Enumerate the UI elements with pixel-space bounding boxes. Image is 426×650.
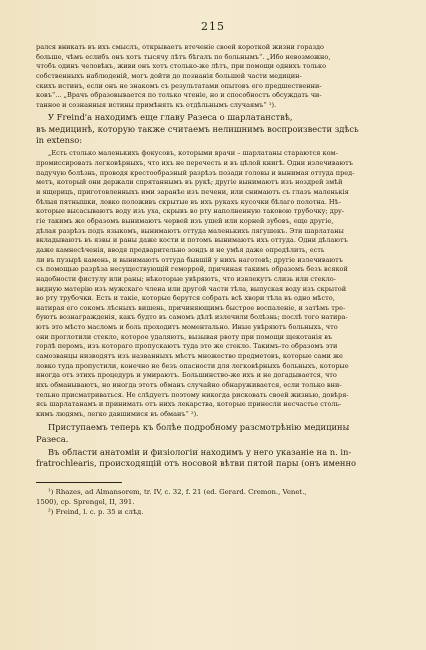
quote-line: иногда отъ этихъ процедуръ и умираютъ. Большинство-же ихъ и не догадывается, что: [36, 371, 337, 380]
paragraph-4: [36, 447, 392, 471]
quotation: [36, 149, 392, 419]
quote-line: надобности фистулу или раны; нѣкоторые увѣряютъ, что извлекутъ слизь или стекло-: [36, 274, 336, 283]
page-number: 215: [201, 20, 225, 33]
quote-line: ихъ обманываютъ, но иногда этотъ обманъ случайно обнаруживается, если только вни-: [36, 381, 342, 390]
quote-line: которые высасываютъ воду изъ уха, скрывъ во рту наполненную таковою трубочку; дру-: [36, 207, 345, 216]
quote-line: самозванцы низводятъ изъ названныхъ мѣстъ множество предметовъ, которые сами же: [36, 352, 343, 361]
quote-line: ютъ это мѣсто масломъ и боль проходитъ моментально. Иные увѣряютъ больныхъ, что: [36, 323, 338, 332]
footnote-divider: [36, 482, 122, 483]
quote-line: „Есть столько маленькихъ фокусовъ, которыми врачи – шарлатаны стараются ком-: [48, 149, 338, 158]
quote-line: видную матерію изъ мужскаго члена или другой части тѣла, выпуская воду изъ скрытой: [36, 284, 347, 293]
quote-line: кимъ людямъ, легко давшимися въ обманъ“ ²).: [36, 410, 199, 419]
text-line: рался вникать въ ихъ смыслъ, открываетъ втеченіе своей короткой жизни гораздо: [36, 43, 325, 51]
quote-line: вкладываютъ въ язвы и раны даже кости и потомъ вынимаютъ ихъ оттуда. Одни дѣлаютъ: [36, 236, 348, 245]
text-line: скихъ истинъ, если онъ не знакомъ съ результатами опытовъ его предшественни-: [36, 81, 322, 90]
text-line: У Freind'а находимъ еще главу Разеса о шарлатанствѣ,: [48, 111, 293, 122]
text-line: чтобъ одинъ человѣкъ, живи онъ хотъ столько-же лѣтъ, при помощи однихъ только: [36, 62, 327, 71]
text-line: въ медицинѣ, которую также считаемъ нелишнимъ воспроизвести здѣсь: [36, 123, 359, 134]
paragraph-2: [36, 112, 392, 148]
text-line: Разеса.: [36, 433, 69, 444]
quote-line: ловко туда пропустили, конечно не безъ опасности для легковѣрныхъ больныхъ, которые: [36, 361, 349, 370]
footnotes: [36, 488, 392, 517]
page-text: [36, 43, 392, 517]
text-line: in extenso:: [36, 135, 83, 146]
quote-line: ли въ пузырѣ камень, и вынимаютъ оттуда бывшій у нихъ наготовѣ; другіе излечиваютъ: [36, 255, 343, 264]
text-line: Въ области анатоміи и физіологіи находимъ у него указаніе на n. in-: [48, 446, 352, 457]
quote-line: тельно присматриваться. Не слѣдуетъ поэтому никогда рисковать своей жизнью, довѣря-: [36, 390, 349, 399]
text-line: ковъ“... „Врачъ образовывается по только чтеніе, но и способностъ обсуждать чи-: [36, 91, 322, 100]
paragraph-1: [36, 43, 392, 111]
quote-line: падучую болѣзнь, проводя крестообразный разрѣзъ позади головы и вынимая оттуда пред-: [36, 168, 355, 177]
quote-line: горлѣ перомъ, изъ котораго пропускаютъ туда это же стекло. Такимъ-то образомъ эти: [36, 342, 338, 351]
footnote-line: ¹) Rhazes, ad Almansorem, tr. IV, c. 32, f. 21 (ed. Gerard. Cremon., Venet.,: [48, 488, 307, 497]
quote-line: они проглотили стекло, которое удаляютъ, вызывая рвоту при помощи щекотанія въ: [36, 332, 333, 341]
quote-line: промиссировать легковѣрныхъ, что ихъ не перечесть и въ цѣлой книгѣ. Одни излечиваютъ: [36, 158, 353, 167]
quote-line: и ящерицъ, приготовленныхъ ими заранѣе изъ печени, или снимаютъ съ глазъ маленькія: [36, 187, 349, 196]
quote-line: бѣлыя пятнышки, ловко положивъ скрытые въ ихъ рукахъ кусочки бѣлаго полотна. Нѣ-: [36, 197, 341, 206]
quote-line: гіе такимъ же образомъ вынимаютъ червей изъ ушей или корней зубовъ, еще другіе,: [36, 216, 334, 225]
footnote-line: ²) Freind, l. c. p. 35 и слѣд.: [48, 507, 144, 516]
quote-line: дѣлая разрѣзъ подъ языкомъ, вынимаютъ оттуда маленькихъ лягушекъ. Эти шарлатаны: [36, 226, 344, 235]
quote-line: съ помощью разрѣза несуществующій геморрой, причиная такимъ образомъ безъ всякой: [36, 265, 348, 274]
text-line: fratrochlearis, происходящій отъ носовой вѣтви пятой пары (онъ именно: [36, 458, 357, 469]
quote-line: натирая его сокомъ лѣсныхъ вишень, причиняющимъ быстрое воспаленіе, и затѣмъ тре-: [36, 303, 346, 312]
quote-line: даже камнесѣченія, вводя предварительно зондъ и не умѣя даже опредѣлить, есть: [36, 245, 325, 254]
quote-line: метъ, который они держали спрятаннымъ въ рукѣ; другіе вынимаютъ изъ ноздрей змѣй: [36, 178, 343, 187]
quote-line: во рту трубочки. Есть и такіе, которые берутся собрать всѣ хвори тѣла въ одно мѣсто,: [36, 294, 335, 303]
quote-line: буютъ вознагражденія, какъ будто въ самомъ дѣлѣ излечили болѣзнь; послѣ того натира-: [36, 313, 348, 322]
footnote-line: 1500), cp. Sprengel, II, 391.: [36, 497, 135, 506]
text-line: больше, чѣмъ еслибъ онъ хотъ тысячу лѣтъ бѣгалъ по больнымъ“. „Ибо невозможно,: [36, 52, 331, 61]
paragraph-3: [36, 422, 392, 446]
text-line: Приступаемъ теперь къ болѣе подробному разсмотрѣнію медицины: [48, 421, 350, 432]
text-line: собственныхъ наблюденій, могъ дойти до познанія большей части медицин-: [36, 71, 302, 80]
text-line: танное и сознанныя истины примѣнять къ отдѣльнымъ случаямъ“ ¹).: [36, 100, 277, 109]
quote-line: ясь шарлатанамъ и принимать отъ нихъ лекарства, которые принесли несчастье столь-: [36, 400, 342, 409]
